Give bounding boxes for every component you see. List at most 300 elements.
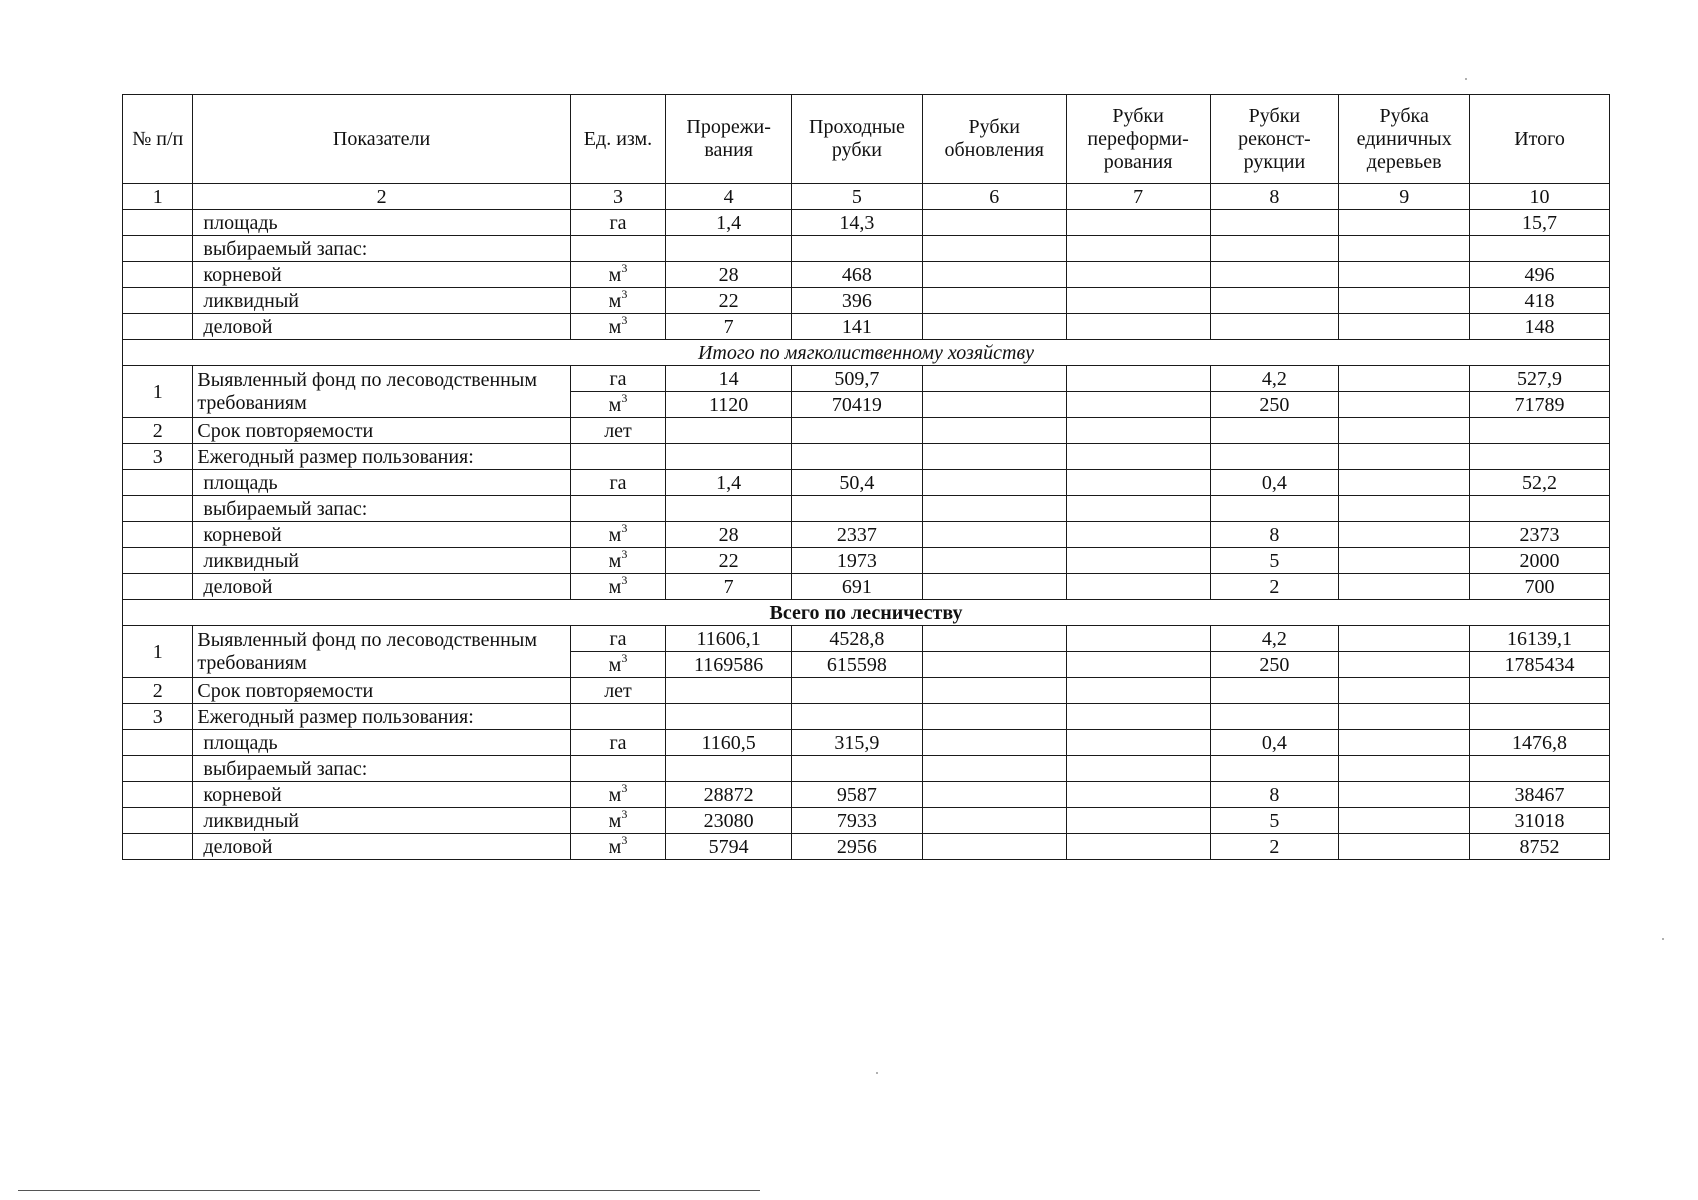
reconstruction-value: 4,2 xyxy=(1210,366,1339,392)
total-value xyxy=(1470,236,1610,262)
unit-text: м xyxy=(608,809,622,832)
empty-cell xyxy=(666,678,792,704)
empty-cell xyxy=(1066,444,1210,470)
unit-cell xyxy=(570,574,666,600)
passage-cuts-value: 9587 xyxy=(792,782,923,808)
empty-cell xyxy=(570,704,666,730)
row-number xyxy=(123,756,193,782)
empty-cell xyxy=(1066,470,1210,496)
row-number xyxy=(123,236,193,262)
row-number xyxy=(123,314,193,340)
passage-cuts-value: 691 xyxy=(792,574,923,600)
empty-cell xyxy=(1066,262,1210,288)
empty-cell xyxy=(1066,522,1210,548)
row-number xyxy=(123,522,193,548)
table-row xyxy=(123,288,1610,314)
empty-cell xyxy=(1339,444,1470,470)
empty-cell xyxy=(1066,652,1210,678)
row-label: корневой xyxy=(193,522,570,548)
empty-cell xyxy=(1066,418,1210,444)
table-row xyxy=(123,574,1610,600)
passage-cuts-value: 4528,8 xyxy=(792,626,923,652)
empty-cell xyxy=(1066,756,1210,782)
table-row xyxy=(123,730,1610,756)
total-value: 15,7 xyxy=(1470,210,1610,236)
reconstruction-value xyxy=(1210,236,1339,262)
total-value: 16139,1 xyxy=(1470,626,1610,652)
passage-cuts-value: 141 xyxy=(792,314,923,340)
reconstruction-value xyxy=(1210,756,1339,782)
empty-cell xyxy=(922,418,1066,444)
empty-cell xyxy=(1066,236,1210,262)
reconstruction-value xyxy=(1210,262,1339,288)
unit-cell: га xyxy=(570,210,666,236)
total-value xyxy=(1470,756,1610,782)
total-value: 1476,8 xyxy=(1470,730,1610,756)
header-total: Итого xyxy=(1470,95,1610,184)
row-label: Срок повторяемости xyxy=(193,678,570,704)
column-number: 1 xyxy=(123,184,193,210)
reconstruction-value: 0,4 xyxy=(1210,470,1339,496)
empty-cell xyxy=(1066,782,1210,808)
empty-cell xyxy=(922,574,1066,600)
unit-cell xyxy=(570,288,666,314)
table-row xyxy=(123,496,1610,522)
thinning-value: 23080 xyxy=(666,808,792,834)
empty-cell xyxy=(1470,444,1610,470)
empty-cell xyxy=(666,704,792,730)
reconstruction-value xyxy=(1210,314,1339,340)
empty-cell xyxy=(922,704,1066,730)
empty-cell xyxy=(1339,808,1470,834)
row-number xyxy=(123,470,193,496)
column-number: 2 xyxy=(193,184,570,210)
unit-cell xyxy=(570,262,666,288)
unit-cell xyxy=(570,392,666,418)
row-number: 2 xyxy=(123,418,193,444)
section-title: Всего по лесничеству xyxy=(123,600,1610,626)
unit-cell xyxy=(570,756,666,782)
empty-cell xyxy=(666,418,792,444)
unit-text: м xyxy=(608,653,622,676)
passage-cuts-value: 70419 xyxy=(792,392,923,418)
empty-cell xyxy=(922,444,1066,470)
reconstruction-value: 5 xyxy=(1210,548,1339,574)
empty-cell xyxy=(922,210,1066,236)
thinning-value: 11606,1 xyxy=(666,626,792,652)
empty-cell xyxy=(1066,574,1210,600)
empty-cell xyxy=(1066,210,1210,236)
empty-cell xyxy=(922,314,1066,340)
total-value: 38467 xyxy=(1470,782,1610,808)
empty-cell xyxy=(922,626,1066,652)
total-value: 148 xyxy=(1470,314,1610,340)
passage-cuts-value: 615598 xyxy=(792,652,923,678)
table-row xyxy=(123,808,1610,834)
scan-speck xyxy=(1465,78,1467,80)
unit-text: м xyxy=(608,315,622,338)
empty-cell xyxy=(922,548,1066,574)
header-reconstruction-cuts: Рубки реконст-рукции xyxy=(1210,95,1339,184)
header-num: № п/п xyxy=(123,95,193,184)
empty-cell xyxy=(922,470,1066,496)
thinning-value: 14 xyxy=(666,366,792,392)
column-number: 7 xyxy=(1066,184,1210,210)
row-label: деловой xyxy=(193,314,570,340)
unit-cell: га xyxy=(570,730,666,756)
empty-cell xyxy=(1066,626,1210,652)
reconstruction-value: 8 xyxy=(1210,782,1339,808)
reconstruction-value: 5 xyxy=(1210,808,1339,834)
empty-cell xyxy=(922,392,1066,418)
passage-cuts-value xyxy=(792,756,923,782)
table-row xyxy=(123,548,1610,574)
total-value: 52,2 xyxy=(1470,470,1610,496)
row-label: корневой xyxy=(193,782,570,808)
unit-exponent: 3 xyxy=(621,807,628,821)
unit-cell: га xyxy=(570,626,666,652)
table-row xyxy=(123,782,1610,808)
section-title-row xyxy=(123,340,1610,366)
empty-cell xyxy=(1339,522,1470,548)
bottom-rule xyxy=(18,1190,760,1191)
empty-cell xyxy=(1066,730,1210,756)
thinning-value: 22 xyxy=(666,548,792,574)
thinning-value: 5794 xyxy=(666,834,792,860)
reconstruction-value: 2 xyxy=(1210,834,1339,860)
fund-label: Выявленный фонд по лесоводственным требованиям xyxy=(193,366,570,418)
thinning-value: 1160,5 xyxy=(666,730,792,756)
annual-row xyxy=(123,444,1610,470)
empty-cell xyxy=(1339,262,1470,288)
row-label: площадь xyxy=(193,210,570,236)
row-number: 3 xyxy=(123,444,193,470)
empty-cell xyxy=(922,496,1066,522)
empty-cell xyxy=(922,808,1066,834)
empty-cell xyxy=(1339,392,1470,418)
empty-cell xyxy=(1339,470,1470,496)
row-number xyxy=(123,262,193,288)
total-value: 496 xyxy=(1470,262,1610,288)
row-number xyxy=(123,834,193,860)
empty-cell xyxy=(1210,704,1339,730)
unit-exponent: 3 xyxy=(621,547,628,561)
row-label: деловой xyxy=(193,834,570,860)
unit-exponent: 3 xyxy=(621,313,628,327)
passage-cuts-value xyxy=(792,236,923,262)
header-indicator: Показатели xyxy=(193,95,570,184)
empty-cell xyxy=(1066,808,1210,834)
empty-cell xyxy=(1339,782,1470,808)
empty-cell xyxy=(1339,704,1470,730)
unit-text: м xyxy=(608,263,622,286)
empty-cell xyxy=(1066,548,1210,574)
table-row xyxy=(123,236,1610,262)
section-title: Итого по мягколиственному хозяйству xyxy=(123,340,1610,366)
passage-cuts-value: 1973 xyxy=(792,548,923,574)
reconstruction-value: 2 xyxy=(1210,574,1339,600)
reconstruction-value: 250 xyxy=(1210,392,1339,418)
reconstruction-value xyxy=(1210,210,1339,236)
row-label: площадь xyxy=(193,730,570,756)
empty-cell xyxy=(1066,366,1210,392)
row-label: корневой xyxy=(193,262,570,288)
empty-cell xyxy=(1339,678,1470,704)
unit-cell xyxy=(570,522,666,548)
unit-exponent: 3 xyxy=(621,287,628,301)
total-value: 2373 xyxy=(1470,522,1610,548)
empty-cell xyxy=(666,444,792,470)
reconstruction-value: 250 xyxy=(1210,652,1339,678)
empty-cell xyxy=(1470,418,1610,444)
empty-cell xyxy=(922,756,1066,782)
table-row xyxy=(123,470,1610,496)
total-value: 71789 xyxy=(1470,392,1610,418)
empty-cell xyxy=(1066,392,1210,418)
empty-cell xyxy=(1339,418,1470,444)
scan-speck xyxy=(876,1072,878,1074)
row-number xyxy=(123,808,193,834)
row-number xyxy=(123,574,193,600)
row-number xyxy=(123,210,193,236)
fund-row xyxy=(123,626,1610,652)
empty-cell xyxy=(1470,678,1610,704)
table-body xyxy=(123,184,1610,860)
empty-cell xyxy=(922,288,1066,314)
passage-cuts-value: 396 xyxy=(792,288,923,314)
empty-cell xyxy=(1339,236,1470,262)
empty-cell xyxy=(1339,496,1470,522)
empty-cell xyxy=(922,652,1066,678)
passage-cuts-value: 14,3 xyxy=(792,210,923,236)
total-value: 2000 xyxy=(1470,548,1610,574)
thinning-value xyxy=(666,236,792,262)
empty-cell xyxy=(1066,314,1210,340)
empty-cell xyxy=(1066,678,1210,704)
table-row xyxy=(123,522,1610,548)
empty-cell xyxy=(792,704,923,730)
row-label: Ежегодный размер пользования: xyxy=(193,444,570,470)
empty-cell xyxy=(922,678,1066,704)
empty-cell xyxy=(922,236,1066,262)
passage-cuts-value: 7933 xyxy=(792,808,923,834)
table-row xyxy=(123,314,1610,340)
empty-cell xyxy=(1339,834,1470,860)
empty-cell xyxy=(922,834,1066,860)
column-number: 6 xyxy=(922,184,1066,210)
empty-cell xyxy=(1066,834,1210,860)
unit-cell xyxy=(570,652,666,678)
row-number xyxy=(123,548,193,574)
unit-text: м xyxy=(608,835,622,858)
row-label: Ежегодный размер пользования: xyxy=(193,704,570,730)
empty-cell xyxy=(1339,288,1470,314)
fund-label: Выявленный фонд по лесоводственным требованиям xyxy=(193,626,570,678)
total-value: 418 xyxy=(1470,288,1610,314)
empty-cell xyxy=(792,444,923,470)
row-label: выбираемый запас: xyxy=(193,756,570,782)
empty-cell xyxy=(1339,626,1470,652)
unit-exponent: 3 xyxy=(621,261,628,275)
header-passage-cuts: Проходные рубки xyxy=(792,95,923,184)
column-number: 5 xyxy=(792,184,923,210)
passage-cuts-value: 2956 xyxy=(792,834,923,860)
empty-cell xyxy=(1339,366,1470,392)
row-label: ликвидный xyxy=(193,808,570,834)
empty-cell xyxy=(1339,314,1470,340)
row-number xyxy=(123,730,193,756)
empty-cell xyxy=(1066,704,1210,730)
scan-speck xyxy=(1662,938,1664,940)
row-number xyxy=(123,496,193,522)
unit-exponent: 3 xyxy=(621,651,628,665)
passage-cuts-value: 468 xyxy=(792,262,923,288)
column-number: 8 xyxy=(1210,184,1339,210)
row-number: 3 xyxy=(123,704,193,730)
header-renewal-cuts: Рубки обновления xyxy=(922,95,1066,184)
empty-cell xyxy=(1339,652,1470,678)
row-number: 1 xyxy=(123,366,193,418)
unit-cell xyxy=(570,496,666,522)
passage-cuts-value xyxy=(792,496,923,522)
unit-text: м xyxy=(608,289,622,312)
thinning-value: 1,4 xyxy=(666,210,792,236)
header-row xyxy=(123,95,1610,184)
empty-cell xyxy=(922,730,1066,756)
unit-cell xyxy=(570,782,666,808)
reconstruction-value xyxy=(1210,496,1339,522)
total-value: 1785434 xyxy=(1470,652,1610,678)
passage-cuts-value: 2337 xyxy=(792,522,923,548)
unit-cell: лет xyxy=(570,678,666,704)
row-label: ликвидный xyxy=(193,288,570,314)
thinning-value: 22 xyxy=(666,288,792,314)
table-row xyxy=(123,262,1610,288)
total-value: 31018 xyxy=(1470,808,1610,834)
unit-cell: га xyxy=(570,366,666,392)
unit-exponent: 3 xyxy=(621,391,628,405)
thinning-value: 7 xyxy=(666,314,792,340)
reconstruction-value: 8 xyxy=(1210,522,1339,548)
header-reform-cuts: Рубки переформи-рования xyxy=(1066,95,1210,184)
empty-cell xyxy=(922,782,1066,808)
header-single-tree-cut: Рубка единичных деревьев xyxy=(1339,95,1470,184)
empty-cell xyxy=(1339,548,1470,574)
column-number-row xyxy=(123,184,1610,210)
forestry-table xyxy=(122,94,1610,860)
empty-cell xyxy=(792,678,923,704)
empty-cell xyxy=(1339,574,1470,600)
unit-text: м xyxy=(608,393,622,416)
period-row xyxy=(123,418,1610,444)
fund-row xyxy=(123,366,1610,392)
row-label: выбираемый запас: xyxy=(193,496,570,522)
thinning-value: 1,4 xyxy=(666,470,792,496)
reconstruction-value: 0,4 xyxy=(1210,730,1339,756)
row-number: 2 xyxy=(123,678,193,704)
thinning-value: 28 xyxy=(666,522,792,548)
thinning-value: 28 xyxy=(666,262,792,288)
unit-text: м xyxy=(608,783,622,806)
empty-cell xyxy=(922,366,1066,392)
unit-exponent: 3 xyxy=(621,833,628,847)
column-number: 4 xyxy=(666,184,792,210)
unit-cell xyxy=(570,808,666,834)
row-label: выбираемый запас: xyxy=(193,236,570,262)
unit-text: м xyxy=(608,523,622,546)
table-row xyxy=(123,834,1610,860)
section-title-row xyxy=(123,600,1610,626)
header-thinning: Прорежи-вания xyxy=(666,95,792,184)
thinning-value: 7 xyxy=(666,574,792,600)
empty-cell xyxy=(1339,210,1470,236)
empty-cell xyxy=(1339,730,1470,756)
column-number: 10 xyxy=(1470,184,1610,210)
empty-cell xyxy=(570,444,666,470)
unit-text: м xyxy=(608,549,622,572)
row-number xyxy=(123,288,193,314)
annual-row xyxy=(123,704,1610,730)
header-unit: Ед. изм. xyxy=(570,95,666,184)
total-value: 8752 xyxy=(1470,834,1610,860)
column-number: 9 xyxy=(1339,184,1470,210)
unit-exponent: 3 xyxy=(621,781,628,795)
empty-cell xyxy=(1066,496,1210,522)
total-value xyxy=(1470,496,1610,522)
passage-cuts-value: 50,4 xyxy=(792,470,923,496)
unit-cell: га xyxy=(570,470,666,496)
unit-text: м xyxy=(608,575,622,598)
reconstruction-value: 4,2 xyxy=(1210,626,1339,652)
empty-cell xyxy=(792,418,923,444)
passage-cuts-value: 509,7 xyxy=(792,366,923,392)
row-label: Срок повторяемости xyxy=(193,418,570,444)
row-number: 1 xyxy=(123,626,193,678)
empty-cell xyxy=(922,262,1066,288)
empty-cell xyxy=(1210,444,1339,470)
column-number: 3 xyxy=(570,184,666,210)
unit-exponent: 3 xyxy=(621,573,628,587)
empty-cell xyxy=(1210,678,1339,704)
empty-cell xyxy=(1339,756,1470,782)
empty-cell xyxy=(1470,704,1610,730)
unit-cell xyxy=(570,834,666,860)
row-label: ликвидный xyxy=(193,548,570,574)
unit-cell xyxy=(570,548,666,574)
empty-cell xyxy=(922,522,1066,548)
unit-cell xyxy=(570,314,666,340)
unit-cell xyxy=(570,236,666,262)
period-row xyxy=(123,678,1610,704)
total-value: 527,9 xyxy=(1470,366,1610,392)
table-row xyxy=(123,756,1610,782)
thinning-value: 1169586 xyxy=(666,652,792,678)
passage-cuts-value: 315,9 xyxy=(792,730,923,756)
reconstruction-value xyxy=(1210,288,1339,314)
thinning-value xyxy=(666,756,792,782)
unit-cell: лет xyxy=(570,418,666,444)
thinning-value: 1120 xyxy=(666,392,792,418)
table-row xyxy=(123,210,1610,236)
thinning-value: 28872 xyxy=(666,782,792,808)
total-value: 700 xyxy=(1470,574,1610,600)
row-label: деловой xyxy=(193,574,570,600)
thinning-value xyxy=(666,496,792,522)
empty-cell xyxy=(1210,418,1339,444)
row-number xyxy=(123,782,193,808)
unit-exponent: 3 xyxy=(621,521,628,535)
empty-cell xyxy=(1066,288,1210,314)
